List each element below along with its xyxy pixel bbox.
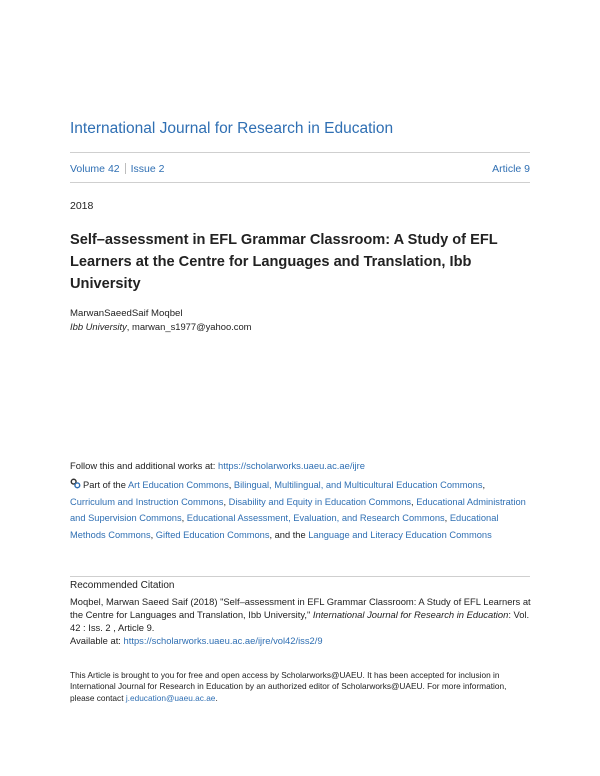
recommended-citation-text	[70, 595, 532, 647]
repository-link[interactable]: https://scholarworks.uaeu.ac.ae/ijre	[218, 460, 365, 471]
publication-year: 2018	[70, 200, 94, 212]
comma: ,	[228, 480, 234, 490]
comma: ,	[223, 496, 229, 507]
part-of-prefix: Part of the	[83, 480, 128, 490]
author-affiliation	[70, 321, 251, 333]
comma: ,	[150, 529, 156, 540]
author-institution: Ibb University	[70, 321, 127, 332]
commons-link-gifted[interactable]: Gifted Education Commons	[155, 529, 270, 540]
journal-title-link[interactable]: International Journal for Research in Education	[70, 120, 394, 137]
comma: ,	[482, 480, 486, 490]
comma: ,	[411, 496, 417, 507]
author-name: MarwanSaeedSaif Moqbel	[70, 308, 183, 319]
citation-text: Moqbel, Marwan Saeed Saif (2018) "Self–assessment in EFL Grammar Classroom: A Study of EFL Learners at the Centre for Languages and Translation, Ibb University,"	[70, 596, 531, 620]
footer-end: .	[215, 692, 218, 703]
separator	[125, 163, 126, 174]
header-divider-top	[70, 152, 530, 153]
citation-divider	[70, 576, 530, 577]
commons-link-disability-equity[interactable]: Disability and Equity in Education Commons	[228, 496, 412, 507]
commons-link-methods[interactable]: Educational Methods Commons	[70, 513, 499, 540]
article-title: Self–assessment in EFL Grammar Classroom: A Study of EFL Learners at the Centre for Languages and Translation, Ibb University	[70, 232, 498, 292]
citation-journal: International Journal for Research in Education	[312, 609, 509, 620]
author-email: , marwan_s1977@yahoo.com	[126, 321, 252, 332]
issue-info-row	[70, 163, 530, 176]
follow-text: Follow this and additional works at:	[70, 460, 218, 471]
commons-link-assessment[interactable]: Educational Assessment, Evaluation, and Research Commons	[186, 513, 445, 523]
commons-link-art-education[interactable]: Art Education Commons	[127, 480, 229, 490]
citation-volume: : Vol. 42 : Iss. 2 , Article 9.	[70, 609, 530, 633]
recommended-citation-heading: Recommended Citation	[70, 580, 175, 591]
commons-link-curriculum[interactable]: Curriculum and Instruction Commons	[70, 496, 224, 507]
open-access-icon	[70, 478, 81, 489]
commons-link-language-literacy[interactable]: Language and Literacy Education Commons	[308, 529, 492, 540]
and-the-text: , and the	[269, 529, 309, 540]
header-divider-bottom	[70, 182, 530, 183]
comma: ,	[444, 513, 450, 523]
volume-link[interactable]: Volume 42	[70, 163, 120, 175]
commons-link-administration[interactable]: Educational Administration and Supervision Commons	[70, 496, 526, 523]
commons-link-bilingual[interactable]: Bilingual, Multilingual, and Multicultural Education Commons	[233, 480, 483, 490]
part-of-commons	[70, 477, 532, 543]
contact-email-link[interactable]: j.education@uaeu.ac.ae	[125, 692, 216, 703]
follow-line	[70, 460, 530, 472]
comma: ,	[181, 513, 187, 523]
article-number-link[interactable]: Article 9	[492, 163, 530, 175]
issue-link[interactable]: Issue 2	[130, 163, 165, 175]
citation-url-link[interactable]: https://scholarworks.uaeu.ac.ae/ijre/vol42/iss2/9	[123, 635, 323, 646]
available-at-label: Available at:	[70, 635, 124, 646]
open-access-footer	[70, 670, 532, 704]
footer-text: This Article is brought to you for free and open access by Scholarworks@UAEU. It has been accepted for inclusion in International Journal for Research in Education by an authorized editor of Scholarworks@UAEU. For more information, please contact	[70, 670, 507, 703]
